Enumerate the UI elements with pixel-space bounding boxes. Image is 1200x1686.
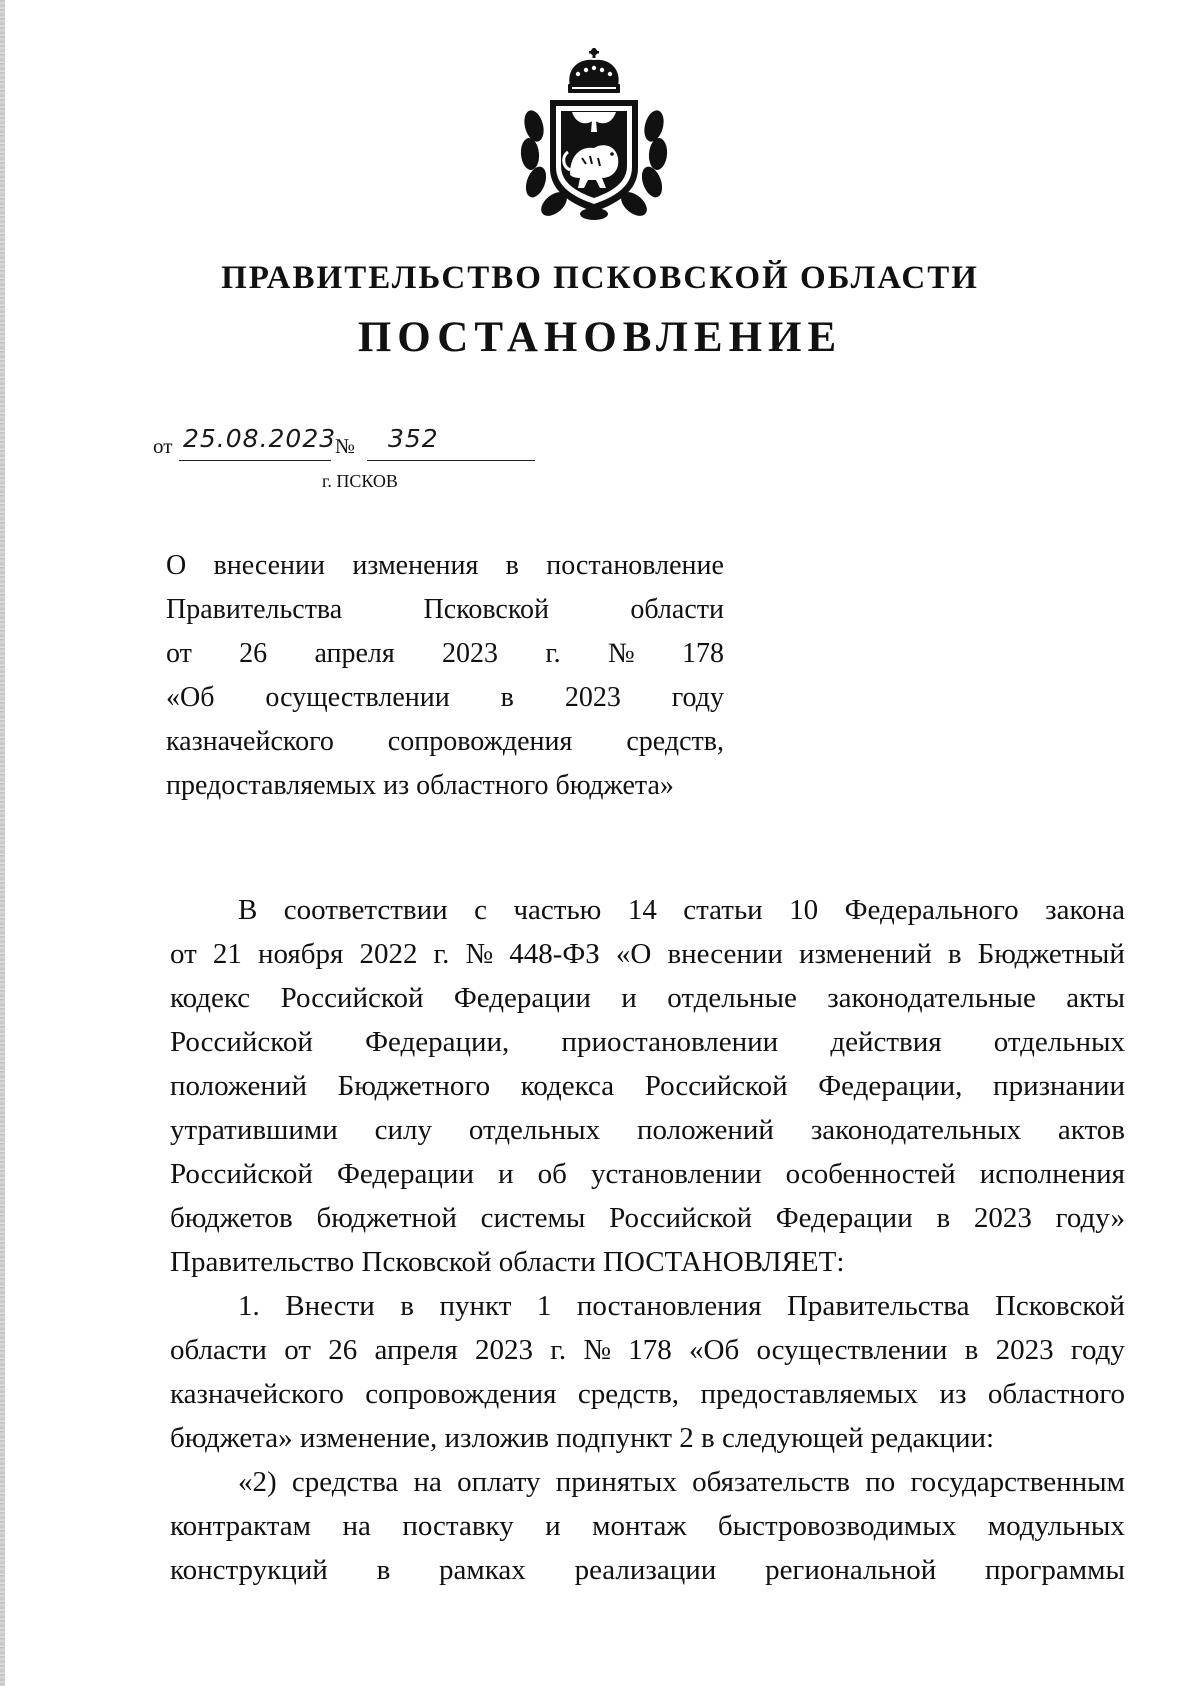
subject-line: «Об осуществлении в 2023 году <box>166 682 724 713</box>
body-line: утратившими силу отдельных положений законодательных актов <box>170 1114 1125 1146</box>
body-line: контрактам на поставку и монтаж быстровозводимых модульных <box>170 1510 1125 1542</box>
body-line: конструкций в рамках реализации региональной программы <box>170 1554 1125 1586</box>
body-line: казначейского сопровождения средств, предоставляемых из областного <box>170 1378 1125 1410</box>
body-line: бюджета» изменение, изложив подпункт 2 в следующей редакции: <box>170 1422 995 1454</box>
body-text <box>170 888 1125 1592</box>
number-underline <box>367 460 535 461</box>
dateline <box>153 424 573 470</box>
subject-line: от 26 апреля 2023 г. № 178 <box>166 638 724 669</box>
body-line: положений Бюджетного кодекса Российской Федерации, признании <box>170 1070 1125 1102</box>
scan-edge <box>0 0 5 1686</box>
city-label: г. ПСКОВ <box>322 471 398 491</box>
subject-line: предоставляемых из областного бюджета» <box>166 770 674 801</box>
body-line: 1. Внести в пункт 1 постановления Правительства Псковской <box>238 1290 1125 1322</box>
body-line: кодекс Российской Федерации и отдельные законодательные акты <box>170 982 1125 1014</box>
document-number: 352 <box>388 424 439 453</box>
number-label: № <box>335 434 356 458</box>
subject-line: казначейского сопровождения средств, <box>166 726 724 757</box>
body-line: области от 26 апреля 2023 г. № 178 «Об осуществлении в 2023 году <box>170 1334 1125 1366</box>
subject-line: О внесении изменения в постановление <box>166 550 724 581</box>
body-line: Российской Федерации и об установлении особенностей исполнения <box>170 1158 1125 1190</box>
body-line: бюджетов бюджетной системы Российской Федерации в 2023 году» <box>170 1202 1125 1234</box>
body-line: от 21 ноября 2022 г. № 448-ФЗ «О внесении изменений в Бюджетный <box>170 938 1125 970</box>
from-label: от <box>153 434 173 458</box>
body-line: Правительство Псковской области ПОСТАНОВЛЯЕТ: <box>170 1246 845 1278</box>
body-line: Российской Федерации, приостановлении действия отдельных <box>170 1026 1125 1058</box>
document-date: 25.08.2023 <box>183 424 337 453</box>
coat-of-arms-icon <box>520 46 668 222</box>
body-line: В соответствии с частью 14 статьи 10 Федерального закона <box>238 894 1125 926</box>
document-type-title: ПОСТАНОВЛЕНИЕ <box>357 314 843 361</box>
body-line: «2) средства на оплату принятых обязательств по государственным <box>238 1466 1125 1498</box>
subject-block <box>166 544 724 808</box>
subject-line: Правительства Псковской области <box>166 594 724 625</box>
date-underline <box>179 460 331 461</box>
organization-title: ПРАВИТЕЛЬСТВО ПСКОВСКОЙ ОБЛАСТИ <box>221 260 979 296</box>
